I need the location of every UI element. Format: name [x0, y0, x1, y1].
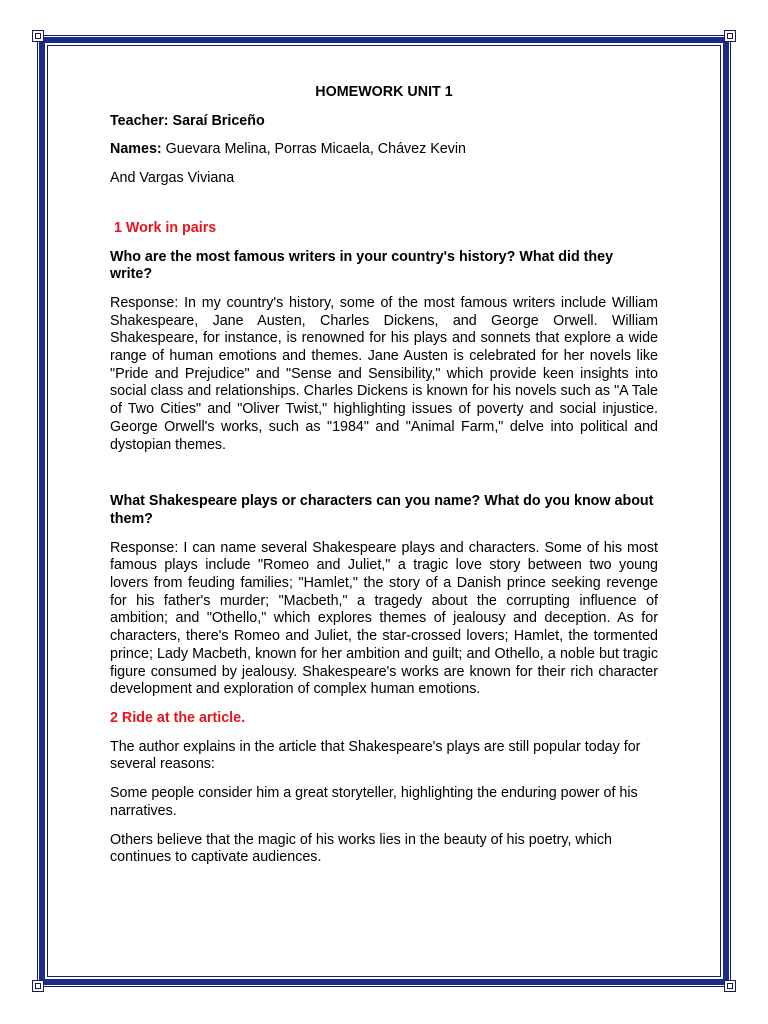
article-paragraph-1: The author explains in the article that Shakespeare's plays are still popular today for several reasons: — [110, 738, 641, 773]
answer-2: Response: I can name several Shakespeare plays and characters. Some of his most famous plays include "Romeo and Juliet," a tragic love story between two young lovers from feuding families; "Hamlet," the story of a Danish prince seeking revenge for his father's murder; "Macbeth," a tragedy about the corrupting influence of ambition; and "Othello," which explores themes of jealousy and deception. As for characters, there's Romeo and Juliet, the star-crossed lovers; Hamlet, the tormented prince; Lady Macbeth, known for her ambition and guilt; and Othello, a noble but tragic figure consumed by jealousy. Shakespeare's works are known for their rich character development and exploration of complex human emotions. — [110, 539, 658, 698]
names-label: Names: — [110, 141, 162, 158]
teacher-label: Teacher: — [110, 112, 169, 129]
page-title: HOMEWORK UNIT 1 — [315, 84, 453, 100]
document-body — [110, 84, 658, 878]
names-line — [110, 141, 658, 159]
names-value: Guevara Melina, Porras Micaela, Chávez Kevin — [165, 141, 467, 158]
corner-ornament-top-left — [32, 30, 44, 42]
section-2-heading: 2 Ride at the article. — [110, 709, 246, 726]
teacher-name: Saraí Briceño — [172, 112, 265, 129]
article-paragraph-3: Others believe that the magic of his works lies in the beauty of his poetry, which continues to captivate audiences. — [110, 831, 612, 866]
question-2: What Shakespeare plays or characters can you name? What do you know about them? — [110, 493, 654, 527]
corner-ornament-bottom-left — [32, 980, 44, 992]
question-1: Who are the most famous writers in your country's history? What did they write? — [110, 248, 614, 283]
article-paragraph-2: Some people consider him a great storyteller, highlighting the enduring power of his narratives. — [110, 785, 638, 819]
names-continuation: And Vargas Viviana — [110, 170, 235, 187]
corner-ornament-bottom-right — [724, 980, 736, 992]
corner-ornament-top-right — [724, 30, 736, 42]
answer-1: Response: In my country's history, some of the most famous writers include William Shakespeare, Jane Austen, Charles Dickens, and George Orwell. William Shakespeare, for instance, is renowned for his plays and sonnets that explore a wide range of human emotions and themes. Jane Austen is celebrated for her novels like "Pride and Prejudice" and "Sense and Sensibility," which provide keen insights into social class and relationships. Charles Dickens is known for his novels such as "A Tale of Two Cities" and "Oliver Twist," highlighting issues of poverty and social injustice. George Orwell's works, such as "1984" and "Animal Farm," delve into political and dystopian themes. — [110, 294, 658, 453]
section-1-heading: 1 Work in pairs — [114, 219, 217, 236]
teacher-line — [110, 113, 658, 131]
